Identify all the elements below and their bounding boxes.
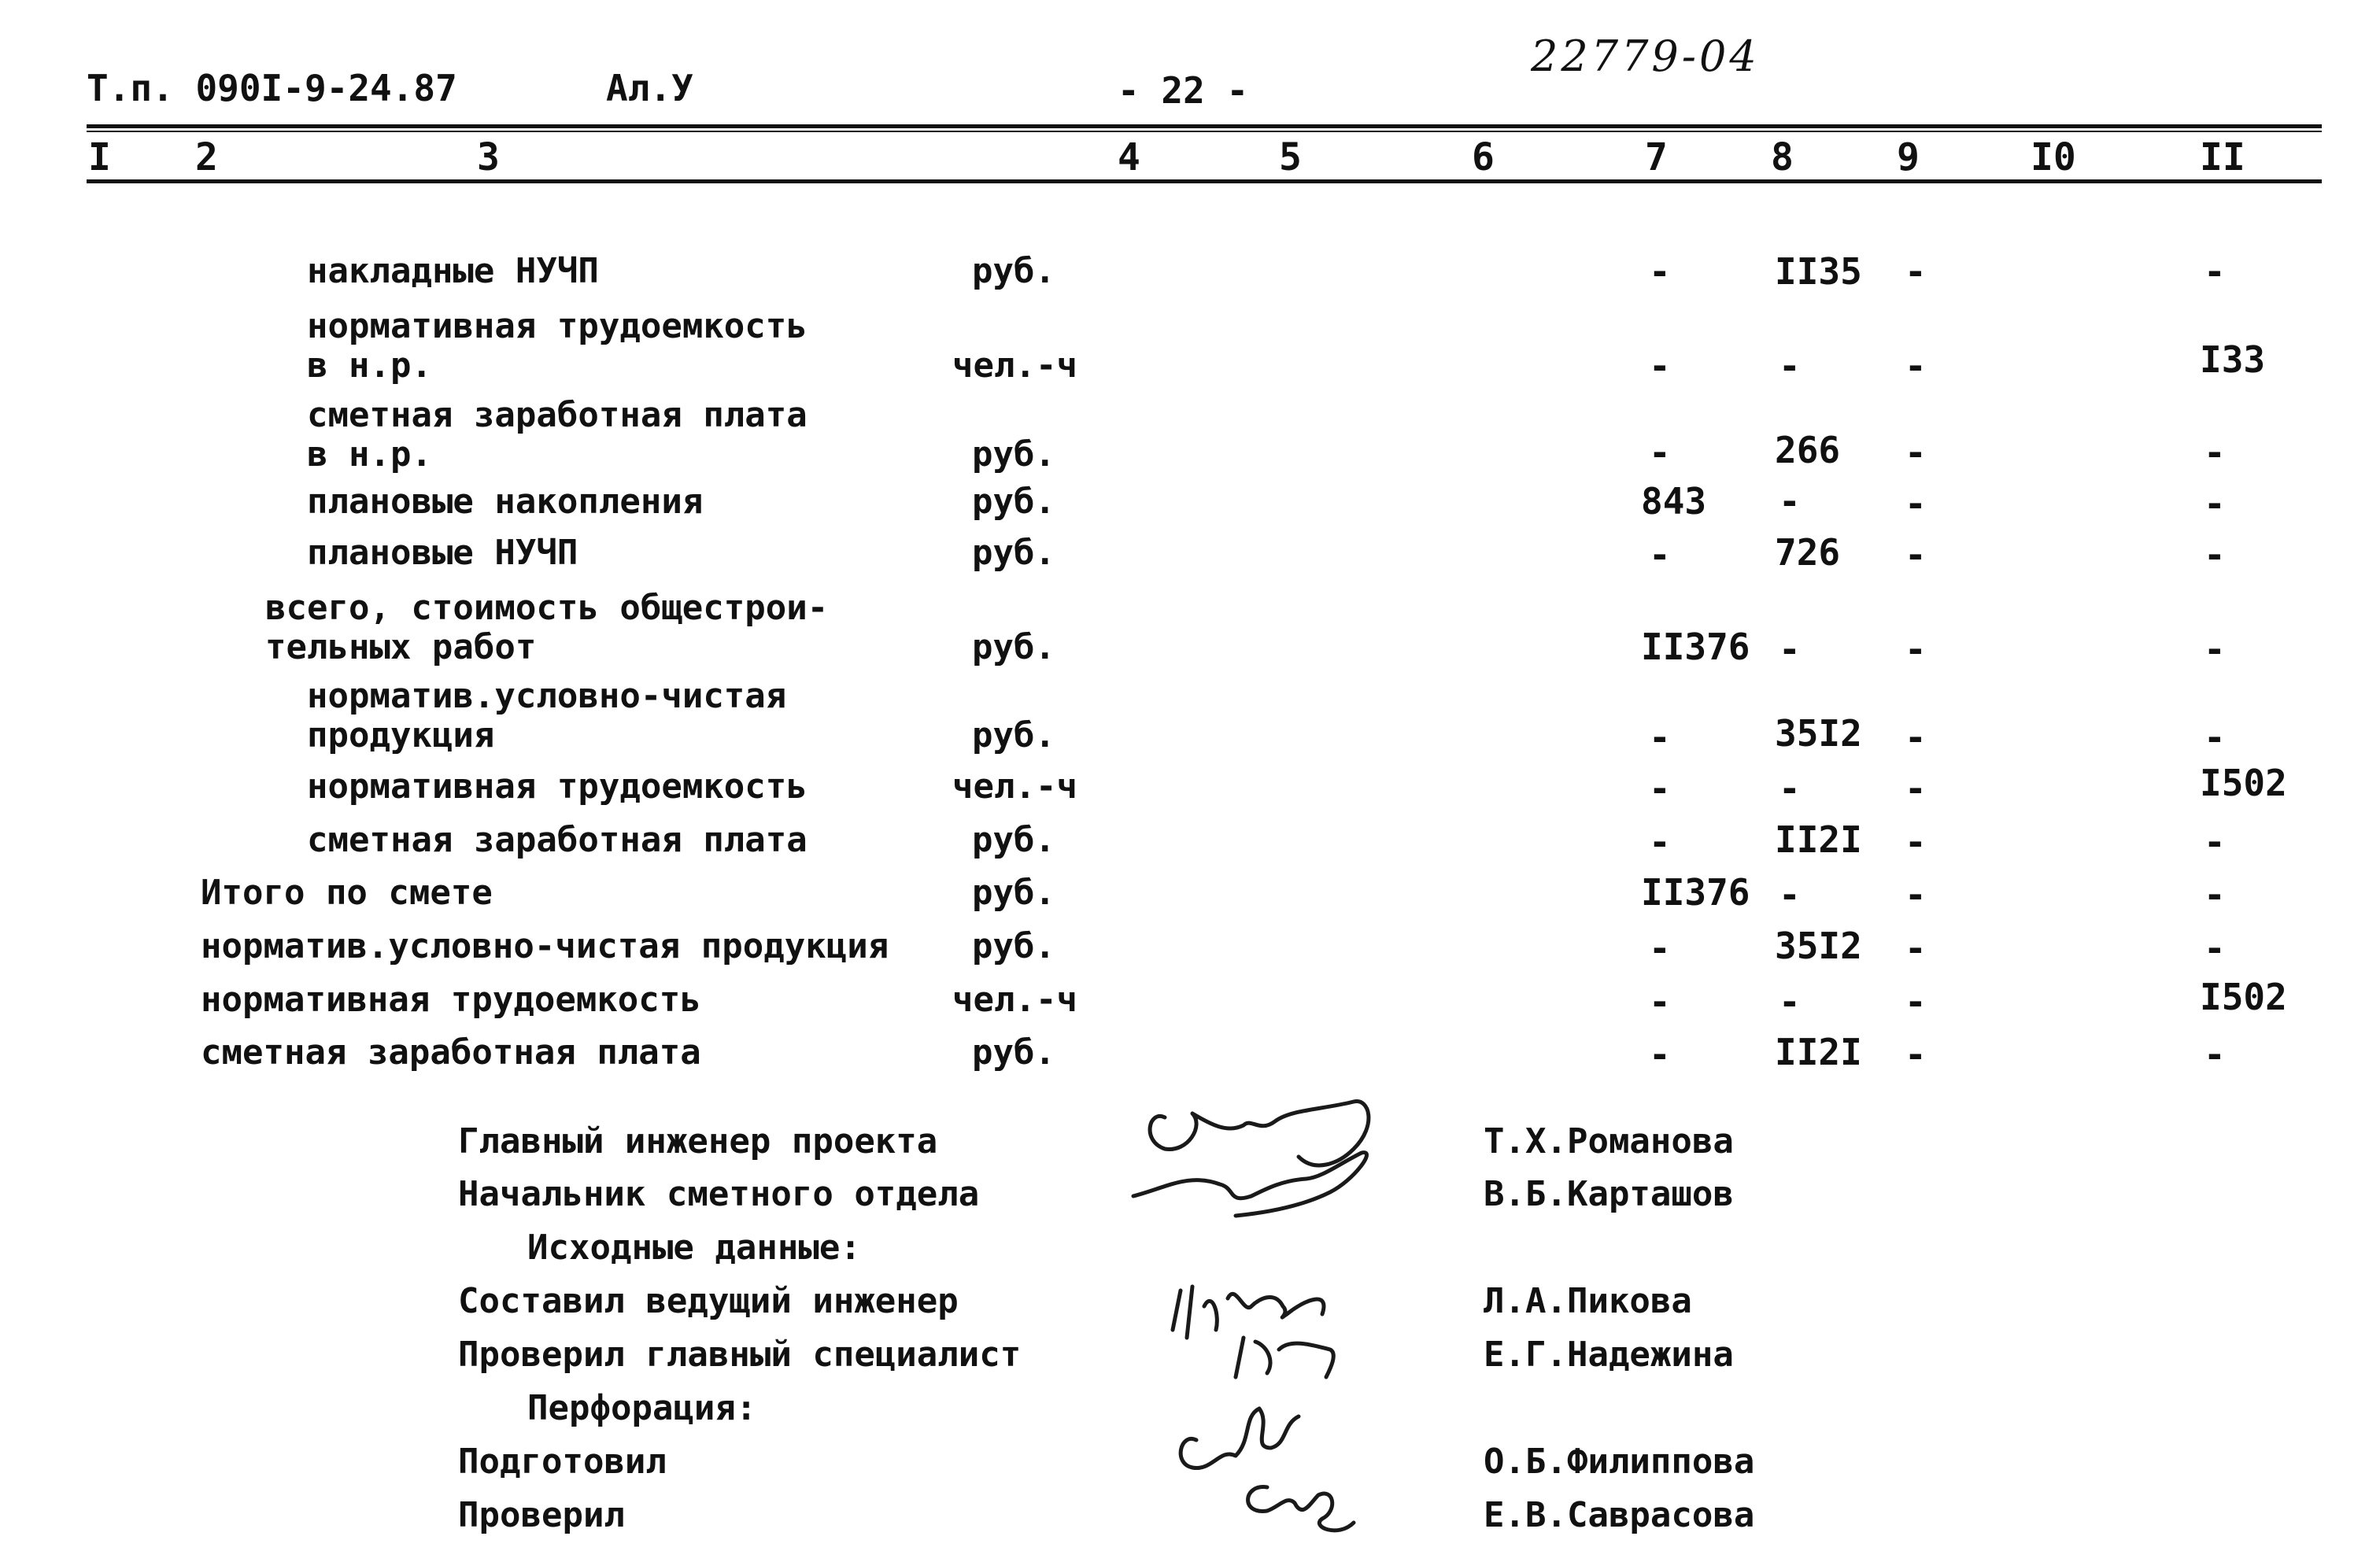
signature-role: Проверил главный специалист	[458, 1335, 1022, 1375]
signature-role: Проверил	[458, 1495, 625, 1535]
cell-col7: -	[1649, 431, 1671, 474]
cell-col11: -	[2204, 873, 2226, 916]
signature-stroke	[1181, 1409, 1299, 1468]
signature-stroke	[1173, 1287, 1324, 1338]
signature-name: Е.В.Саврасова	[1484, 1495, 1755, 1535]
section-label: Перфорация:	[527, 1388, 757, 1428]
cell-col9: -	[1905, 431, 1927, 474]
header-rule-thin	[87, 131, 2322, 132]
column-number: 5	[1279, 135, 1302, 179]
cell-col9: -	[1905, 250, 1927, 293]
row-unit: руб.	[972, 715, 1055, 755]
cell-col11: -	[2204, 716, 2226, 759]
document-code: Т.п. 090I-9-24.87	[87, 67, 457, 109]
section-label: Исходные данные:	[527, 1228, 861, 1268]
cell-col8: II2I	[1775, 818, 1862, 861]
cell-col8: -	[1779, 345, 1801, 387]
cell-col8: II2I	[1775, 1031, 1862, 1073]
row-unit: чел.-ч	[952, 766, 1077, 807]
cell-col7: -	[1649, 821, 1671, 863]
row-unit: руб.	[972, 627, 1055, 667]
signature-name: Т.Х.Романова	[1484, 1121, 1734, 1161]
row-name: плановые НУЧП	[307, 533, 578, 573]
cell-col11: -	[2204, 628, 2226, 670]
cell-col11: -	[2204, 482, 2226, 525]
cell-col7: -	[1649, 1033, 1671, 1076]
row-unit: руб.	[972, 873, 1055, 913]
row-unit: руб.	[972, 926, 1055, 966]
cell-col11: I502	[2200, 976, 2287, 1018]
row-unit: руб.	[972, 482, 1055, 522]
cell-col11: -	[2204, 431, 2226, 474]
cell-col9: -	[1905, 927, 1927, 969]
signature-role: Подготовил	[458, 1442, 667, 1482]
row-name: сметная заработная плата	[201, 1032, 701, 1073]
signature-name: Е.Г.Надежина	[1484, 1335, 1734, 1375]
cell-col9: -	[1905, 345, 1927, 387]
column-number: 7	[1645, 135, 1668, 179]
row-unit: руб.	[972, 820, 1055, 860]
cell-col9: -	[1905, 1033, 1927, 1076]
signature-name: В.Б.Карташов	[1484, 1174, 1734, 1214]
row-name: Итого по смете	[201, 873, 493, 913]
column-number: 9	[1897, 135, 1920, 179]
cell-col8: -	[1779, 873, 1801, 916]
cell-col7: II376	[1641, 871, 1750, 914]
cell-col9: -	[1905, 716, 1927, 759]
cell-col11: -	[2204, 1033, 2226, 1076]
column-number: 2	[195, 135, 218, 179]
row-name: накладные НУЧП	[307, 251, 599, 291]
row-name: норматив.условно-чистая продукция	[201, 926, 889, 966]
cell-col11: -	[2204, 250, 2226, 293]
row-name: норматив.условно-чистая продукция	[307, 676, 787, 755]
column-number: 4	[1118, 135, 1140, 179]
cell-col11: -	[2204, 534, 2226, 576]
row-name: всего, стоимость общестрои- тельных работ	[265, 588, 829, 667]
cell-col8: -	[1779, 628, 1801, 670]
row-name: нормативная трудоемкость в н.р.	[307, 306, 808, 386]
album-label: Ал.У	[606, 67, 693, 109]
cell-col7: -	[1649, 345, 1671, 387]
cell-col9: -	[1905, 628, 1927, 670]
signature-name: О.Б.Филиппова	[1484, 1442, 1755, 1482]
cell-col9: -	[1905, 873, 1927, 916]
cell-col8: -	[1779, 480, 1801, 523]
column-number: I	[88, 135, 111, 179]
column-number: 3	[477, 135, 500, 179]
column-number: II	[2200, 135, 2245, 179]
signature-name: Л.А.Пикова	[1484, 1281, 1692, 1321]
row-name: сметная заработная плата в н.р.	[307, 395, 808, 475]
column-number: 8	[1771, 135, 1794, 179]
cell-col7: II376	[1641, 626, 1750, 668]
cell-col9: -	[1905, 821, 1927, 863]
cell-col8: -	[1779, 767, 1801, 810]
cell-col8: II35	[1775, 250, 1862, 293]
cell-col7: -	[1649, 534, 1671, 576]
signature-role: Главный инженер проекта	[458, 1121, 938, 1161]
cell-col8: 266	[1775, 429, 1841, 471]
row-unit: чел.-ч	[952, 980, 1077, 1020]
header-rule-top	[87, 124, 2322, 128]
column-number: I0	[2031, 135, 2076, 179]
signature-stroke	[1150, 1102, 1369, 1165]
row-unit: руб.	[972, 434, 1055, 475]
cell-col8: -	[1779, 980, 1801, 1023]
row-name: сметная заработная плата	[307, 820, 808, 860]
row-unit: руб.	[972, 533, 1055, 573]
cell-col8: 35I2	[1775, 925, 1862, 967]
row-name: нормативная трудоемкость	[307, 766, 808, 807]
cell-col11: -	[2204, 927, 2226, 969]
signature-stroke	[1248, 1487, 1354, 1531]
cell-col11: -	[2204, 821, 2226, 863]
cell-col8: 35I2	[1775, 712, 1862, 755]
cell-col7: 843	[1641, 480, 1707, 523]
cell-col9: -	[1905, 980, 1927, 1023]
row-unit: руб.	[972, 251, 1055, 291]
cell-col8: 726	[1775, 531, 1841, 574]
cell-col9: -	[1905, 534, 1927, 576]
cell-col9: -	[1905, 482, 1927, 525]
cell-col9: -	[1905, 767, 1927, 810]
cell-col7: -	[1649, 250, 1671, 293]
row-unit: чел.-ч	[952, 345, 1077, 386]
handwritten-inventory-number: 22779-04	[1531, 31, 1760, 81]
cell-col11: I502	[2200, 762, 2287, 804]
cell-col7: -	[1649, 767, 1671, 810]
signature-role: Составил ведущий инженер	[458, 1281, 959, 1321]
cell-col7: -	[1649, 980, 1671, 1023]
signature-stroke	[1236, 1338, 1333, 1377]
cell-col7: -	[1649, 716, 1671, 759]
row-name: нормативная трудоемкость	[201, 980, 701, 1020]
column-number: 6	[1472, 135, 1495, 179]
handwritten-signatures	[1118, 1078, 1464, 1558]
row-unit: руб.	[972, 1032, 1055, 1073]
cell-col7: -	[1649, 927, 1671, 969]
page-number: - 22 -	[1118, 69, 1249, 112]
cell-col11: I33	[2200, 338, 2266, 381]
header-rule-bottom	[87, 179, 2322, 183]
row-name: плановые накопления	[307, 482, 704, 522]
signature-role: Начальник сметного отдела	[458, 1174, 980, 1214]
